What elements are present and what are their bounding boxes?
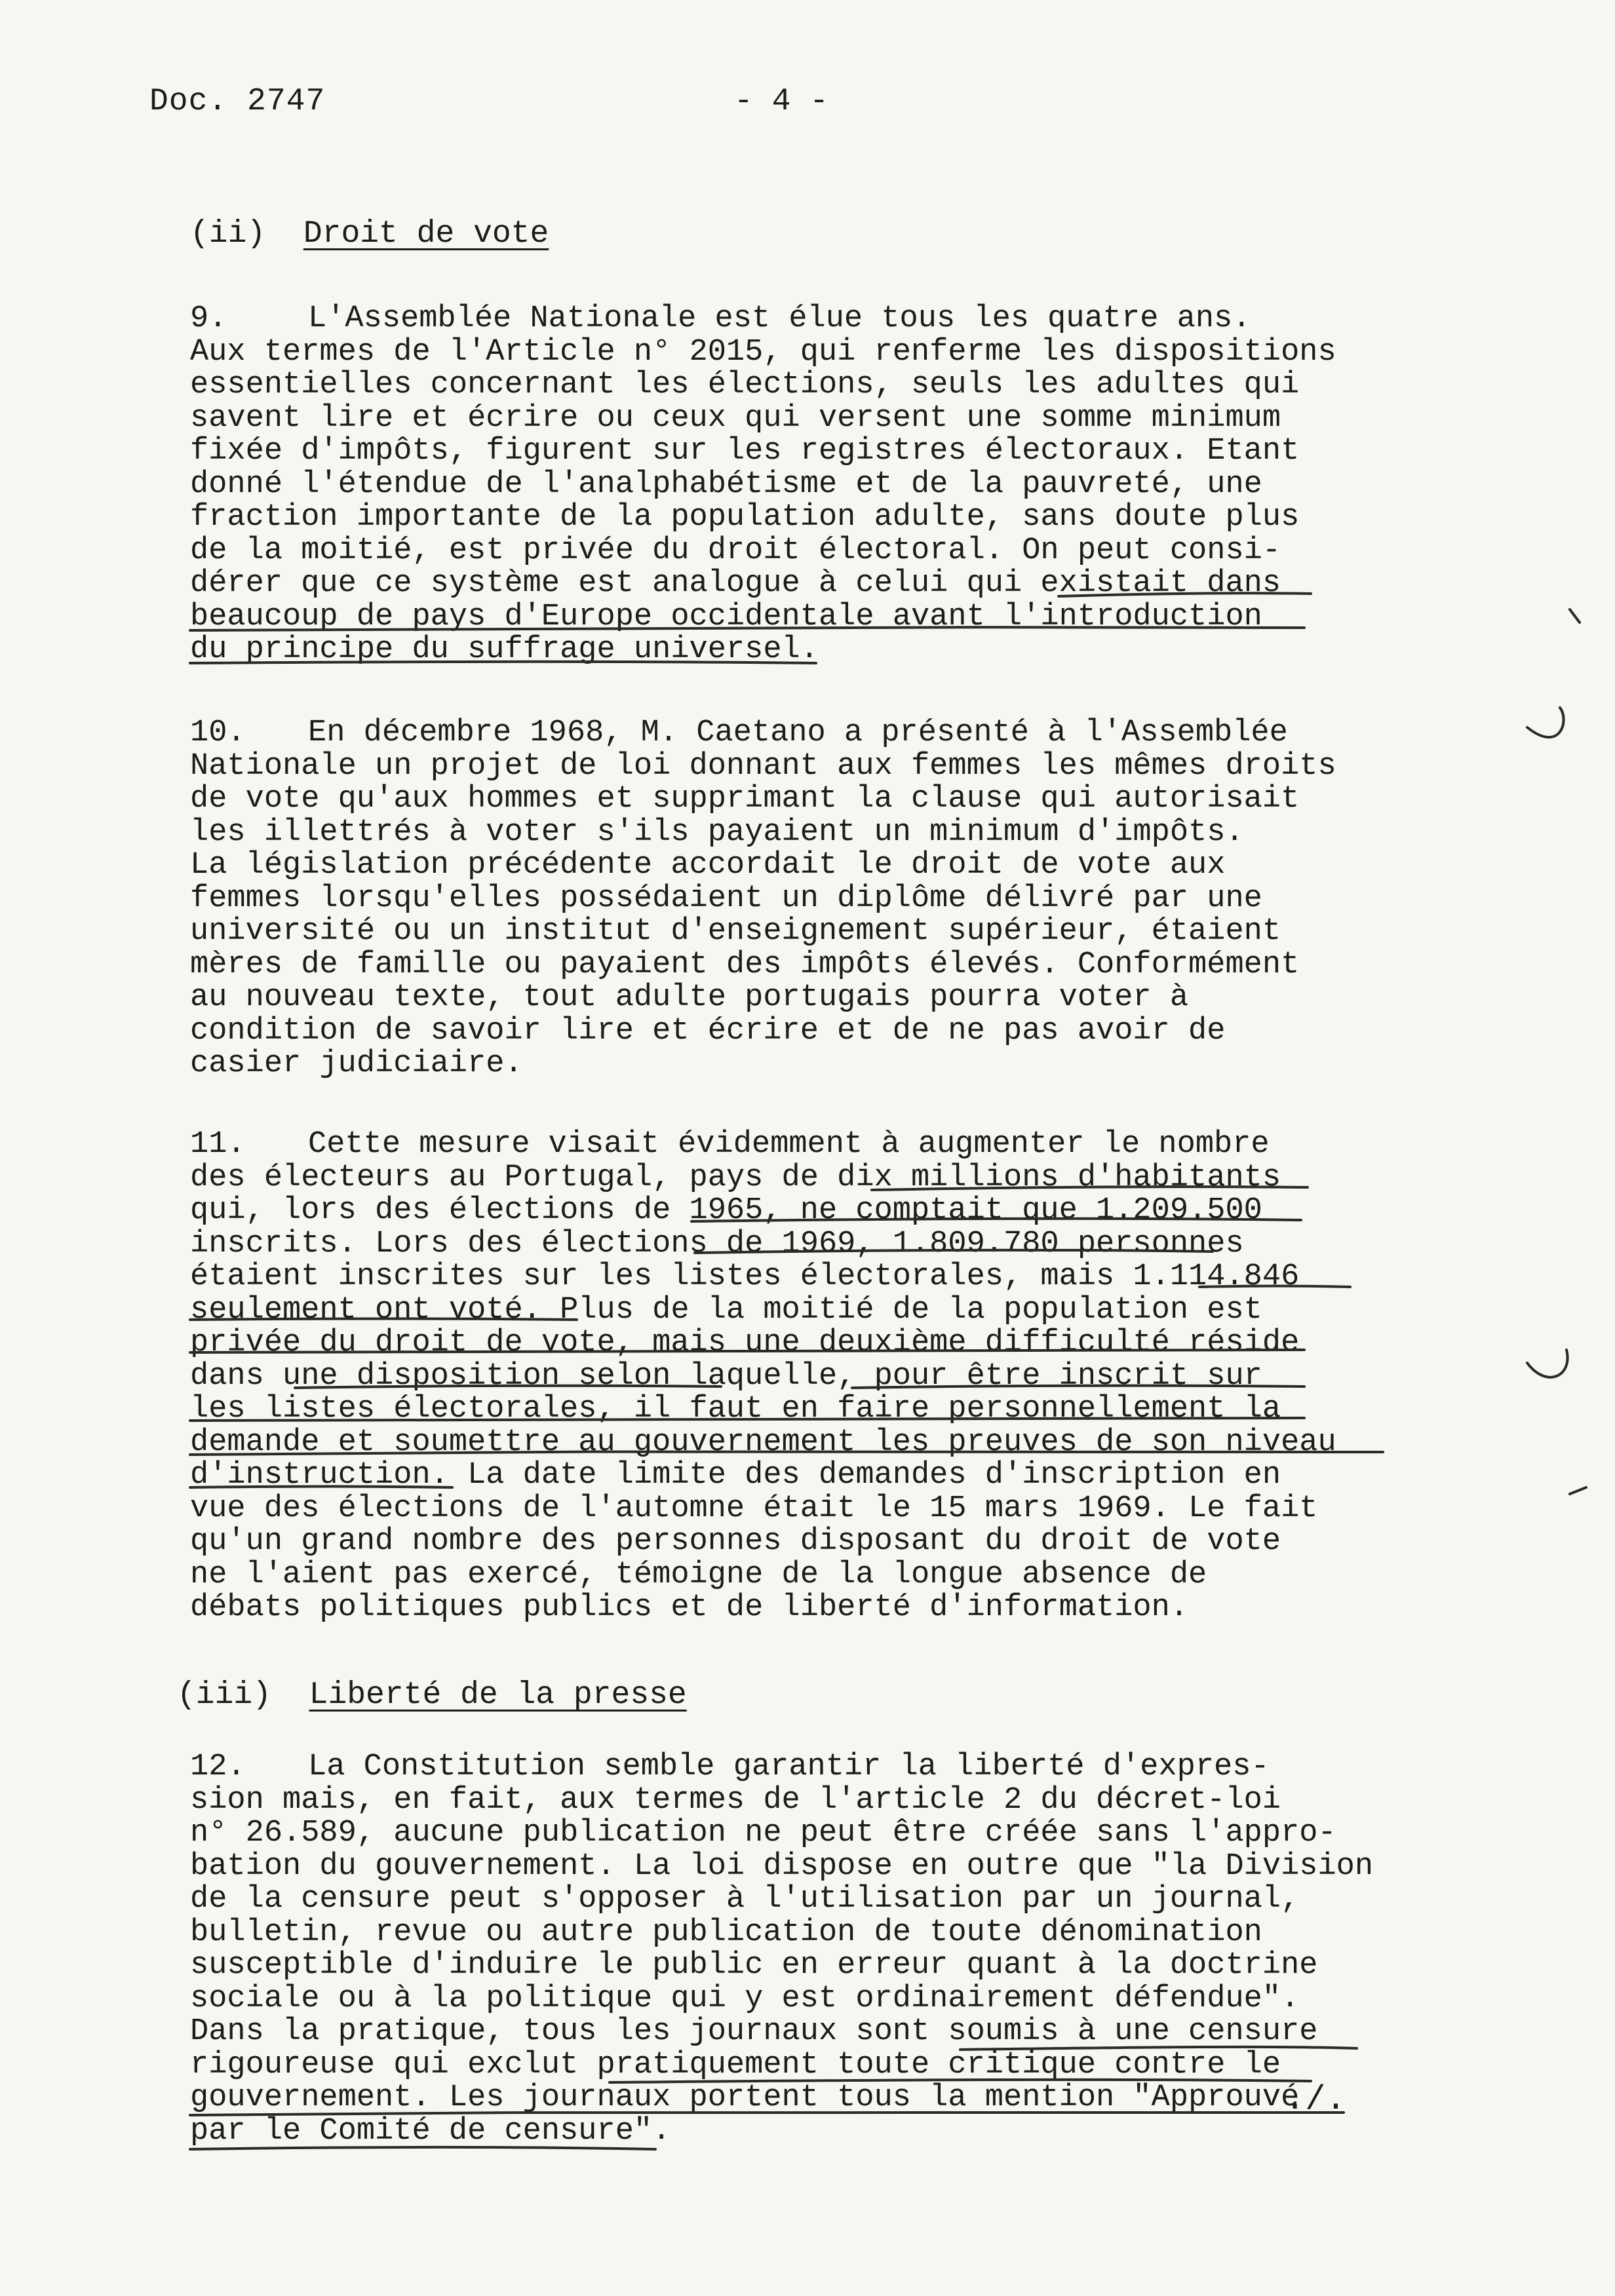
paragraph-number: 11. [190,1127,246,1162]
text-line: de la censure peut s'opposer à l'utilisation par un journal, [190,1882,1300,1917]
paragraph-9 [190,303,1336,667]
pen-margin-mark [1527,708,1564,737]
text-line: n° 26.589, aucune publication ne peut être créée sans l'appro- [190,1816,1336,1850]
text-line: débats politiques publics et de liberté d'information. [190,1590,1189,1625]
paragraph-number: 10. [190,716,246,750]
text-line: de vote qu'aux hommes et supprimant la clause qui autorisait [190,782,1300,816]
text-line: sion mais, en fait, aux termes de l'article 2 du décret-loi [190,1782,1281,1818]
text-line: condition de savoir lire et écrire et de ne pas avoir de [190,1013,1226,1048]
section-title: Droit de vote [303,216,549,252]
text-line: bulletin, revue ou autre publication de toute dénomination [190,1915,1262,1950]
text-line: En décembre 1968, M. Caetano a présenté à l'Assemblée [308,716,1288,750]
pen-margin-mark [1570,609,1580,622]
text-line: bation du gouvernement. La loi dispose en outre que "la Division [190,1848,1374,1884]
text-line: beaucoup de pays d'Europe occidentale avant l'introduction [190,599,1262,634]
text-line: Aux termes de l'Article n° 2015, qui renferme les dispositions [190,334,1336,370]
text-line: par le Comité de censure". [190,2113,671,2149]
text-line: étaient inscrites sur les listes électorales, mais 1.114.846 [190,1259,1300,1294]
text-line: donné l'étendue de l'analphabétisme et de la pauvreté, une [190,467,1262,502]
continuation-mark: ./. [1285,2080,1346,2119]
text-line: de la moitié, est privée du droit électoral. On peut consi- [190,533,1281,568]
text-line: Dans la pratique, tous les journaux sont soumis à une censure [190,2014,1318,2049]
pen-margin-mark [1570,1487,1586,1494]
text-line: qu'un grand nombre des personnes disposant du droit de vote [190,1524,1281,1559]
section-heading-voting-rights [190,216,549,252]
text-line: casier judiciaire. [190,1046,523,1081]
paragraph-10 [190,717,1336,1081]
text-line: d'instruction. La date limite des demandes d'inscription en [190,1458,1281,1493]
text-line: Nationale un projet de loi donnant aux femmes les mêmes droits [190,748,1336,784]
text-line: dans une disposition selon laquelle, pour être inscrit sur [190,1358,1262,1394]
text-line: fixée d'impôts, figurent sur les registres électoraux. Etant [190,434,1300,469]
text-line: privée du droit de vote, mais une deuxième difficulté réside [190,1326,1300,1360]
text-line: qui, lors des élections de 1965, ne comptait que 1.209.500 [190,1193,1262,1228]
text-line: du principe du suffrage universel. [190,632,819,667]
document-reference: Doc. 2747 [149,84,326,119]
section-heading-press-freedom [177,1677,687,1713]
text-line: rigoureuse qui exclut pratiquement toute critique contre le [190,2047,1281,2082]
text-line: sociale ou à la politique qui y est ordinairement défendue". [190,1981,1300,2016]
text-line: La législation précédente accordait le droit de vote aux [190,848,1226,883]
text-line: fraction importante de la population adulte, sans doute plus [190,500,1300,535]
text-line: gouvernement. Les journaux portent tous la mention "Approuvé [190,2080,1300,2115]
text-line: L'Assemblée Nationale est élue tous les quatre ans. [308,301,1251,336]
paragraph-number: 12. [190,1750,246,1784]
text-line: inscrits. Lors des élections de 1969, 1.809.780 personnes [190,1226,1244,1261]
text-line: demande et soumettre au gouvernement les preuves de son niveau [190,1425,1336,1460]
text-line: université ou un institut d'enseignement supérieur, étaient [190,914,1281,949]
text-line: dérer que ce système est analogue à celui qui existait dans [190,566,1281,601]
text-line: savent lire et écrire ou ceux qui versent une somme minimum [190,400,1281,436]
paragraph-number: 9. [190,301,227,336]
pen-margin-mark [1527,1350,1568,1377]
text-line: mères de famille ou payaient des impôts élevés. Conformément [190,947,1300,982]
text-line: susceptible d'induire le public en erreur quant à la doctrine [190,1948,1318,1983]
section-number: (iii) [177,1677,272,1713]
text-line: femmes lorsqu'elles possédaient un diplôme délivré par une [190,881,1262,916]
text-line: Cette mesure visait évidemment à augmenter le nombre [308,1127,1270,1162]
text-line: au nouveau texte, tout adulte portugais pourra voter à [190,980,1189,1015]
text-line: vue des élections de l'automne était le 15 mars 1969. Le fait [190,1491,1318,1526]
text-line: essentielles concernant les élections, seuls les adultes qui [190,368,1300,402]
section-title: Liberté de la presse [309,1677,687,1713]
paragraph-12 [190,1751,1373,2148]
page-number: - 4 - [734,84,829,119]
text-line: seulement ont voté. Plus de la moitié de la population est [190,1292,1262,1328]
text-line: des électeurs au Portugal, pays de dix millions d'habitants [190,1160,1281,1195]
section-number: (ii) [190,216,266,252]
text-line: les illettrés à voter s'ils payaient un minimum d'impôts. [190,814,1244,850]
paragraph-11 [190,1128,1336,1625]
text-line: les listes électorales, il faut en faire personnellement la [190,1392,1281,1426]
text-line: La Constitution semble garantir la liberté d'expres- [308,1750,1270,1784]
text-line: ne l'aient pas exercé, témoigne de la longue absence de [190,1557,1207,1592]
